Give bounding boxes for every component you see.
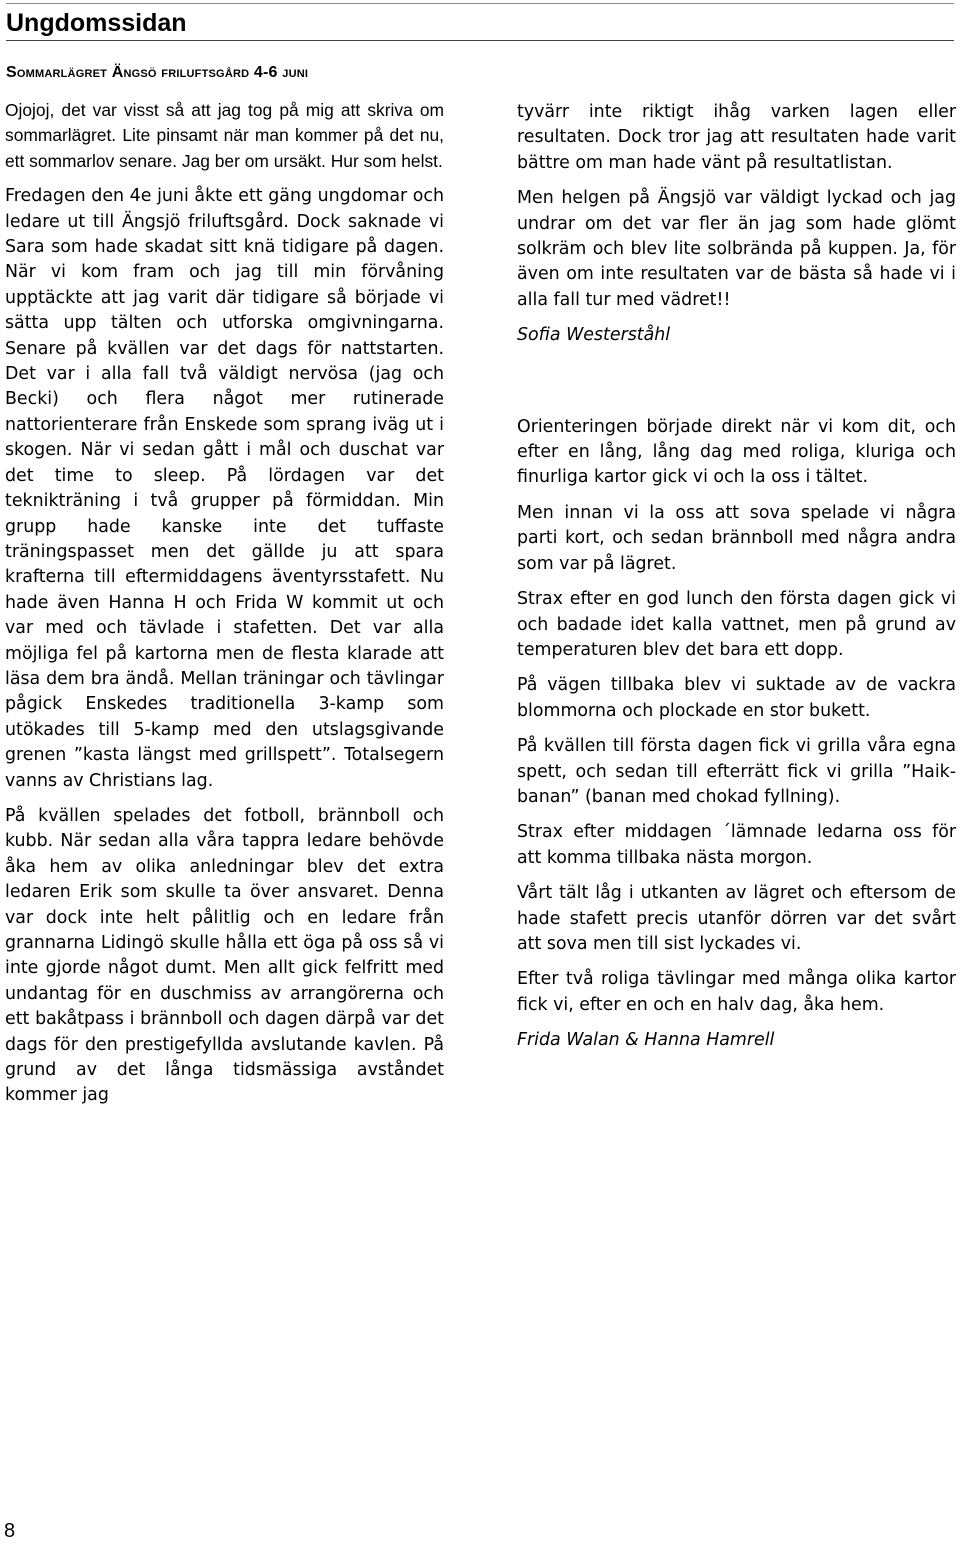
article2-signature: Frida Walan & Hanna Hamrell	[517, 1030, 775, 1051]
page-title-text: Ungdomssidan	[6, 9, 187, 37]
article-paragraph: Fredagen den 4e juni åkte ett gäng ungdomar och ledare ut till Ängsjö friluftsgård. Dock saknade vi Sara som hade skadat sitt knä tidigare på dagen. När vi kom fram och jag till min förvåning upptäckte att jag varit där tidigare så började vi sätta upp tälten och utforska omgivningarna. Senare på kvällen var det dags för nattstarten. Det var i alla fall två väldigt nervösa (jag och Becki) och flera något mer rutinerade nattorienterare från Enskede som sprang iväg ut i skogen. När vi sedan gått i mål och duschat var det time to sleep. På lördagen var det teknikträning i två grupper på förmiddan. Min grupp hade kanske inte det tuffaste träningspasset men det gällde ju att spara krafterna till eftermiddagens äventyrsstafett. Nu hade även Hanna H och Frida W kommit ut och var med och tävlade i stafetten. Det var alla möjliga fel på kartorna men de flesta klarade att läsa dem bra ändå. Mellan träningar och tävlingar pågick Enskedes traditionella 3-kamp som utökades till 5-kamp med den utslagsgivande grenen ”kasta längst med grillspett”. Totalsegern vanns av Christians lag.	[5, 186, 444, 791]
article-signature: Sofia Westerståhl	[517, 325, 671, 346]
article2-paragraph: Strax efter en god lunch den första dagen gick vi och badade idet kalla vattnet, men på grund av temperaturen blev det bara ett dopp.	[517, 589, 956, 660]
article-heading: Sommarlägret Ängsö friluftsgård 4-6 juni	[6, 64, 309, 81]
page-title	[6, 6, 954, 41]
article2-paragraph: På vägen tillbaka blev vi suktade av de vackra blommorna och plockade en stor bukett.	[517, 675, 956, 721]
article-paragraph: tyvärr inte riktigt ihåg varken lagen eller resultaten. Dock tror jag att resultaten hade varit bättre om man hade vänt på resultatlistan.	[517, 102, 956, 173]
page-number: 8	[4, 1520, 16, 1542]
article-separator	[517, 359, 956, 415]
article2-paragraph: Efter två roliga tävlingar med många olika kartor fick vi, efter en och en halv dag, åka hem.	[517, 969, 956, 1015]
article-paragraph: Men helgen på Ängsjö var väldigt lyckad och jag undrar om det var fler än jag som hade glömt solkräm och blev lite solbrända på kuppen. Ja, för även om inte resultaten var de bästa så hade vi i alla fall tur med vädret!!	[517, 188, 956, 310]
article2-paragraph: Orienteringen började direkt när vi kom dit, och efter en lång, lång dag med roliga, kluriga och finurliga kartor gick vi och la oss i tältet.	[517, 416, 956, 488]
article2-paragraph: Strax efter middagen ´lämnade ledarna oss för att komma tillbaka nästa morgon.	[517, 822, 956, 868]
article-paragraph: På kvällen spelades det fotboll, brännboll och kubb. När sedan alla våra tappra ledare behövde åka hem av olika anledningar blev det extra ledaren Erik som skulle ta över ansvaret. Denna var dock inte helt pålitlig och en ledare från grannarna Lidingö skulle hålla ett öga på oss så vi inte gjorde något dumt. Men allt gick felfritt med undantag för en duschmiss av arrangörerna och ett bakåtpass i brännboll och dagen därpå var det dags för den prestigefyllda avslutande kavlen. På grund av det långa tidsmässiga avståndet kommer jag	[5, 805, 444, 1106]
right-column	[517, 100, 956, 1064]
article2-paragraph: På kvällen till första dagen fick vi grilla våra egna spett, och sedan till efterrätt fick vi grilla ”Haik-banan” (banan med chokad fyllning).	[517, 736, 956, 807]
left-column	[5, 98, 444, 1119]
article2-paragraph: Men innan vi la oss att sova spelade vi några parti kort, och sedan brännboll med några andra som var på lägret.	[517, 502, 956, 574]
article2-paragraph: Vårt tält låg i utkanten av lägret och eftersom de hade stafett precis utanför dörren var det svårt att sova men till sist lyckades vi.	[517, 883, 956, 954]
article-paragraph: Ojojoj, det var visst så att jag tog på mig att skriva om sommarlägret. Lite pinsamt när man kommer på det nu, ett sommarlov senare. Jag ber om ursäkt. Hur som helst.	[5, 100, 444, 171]
